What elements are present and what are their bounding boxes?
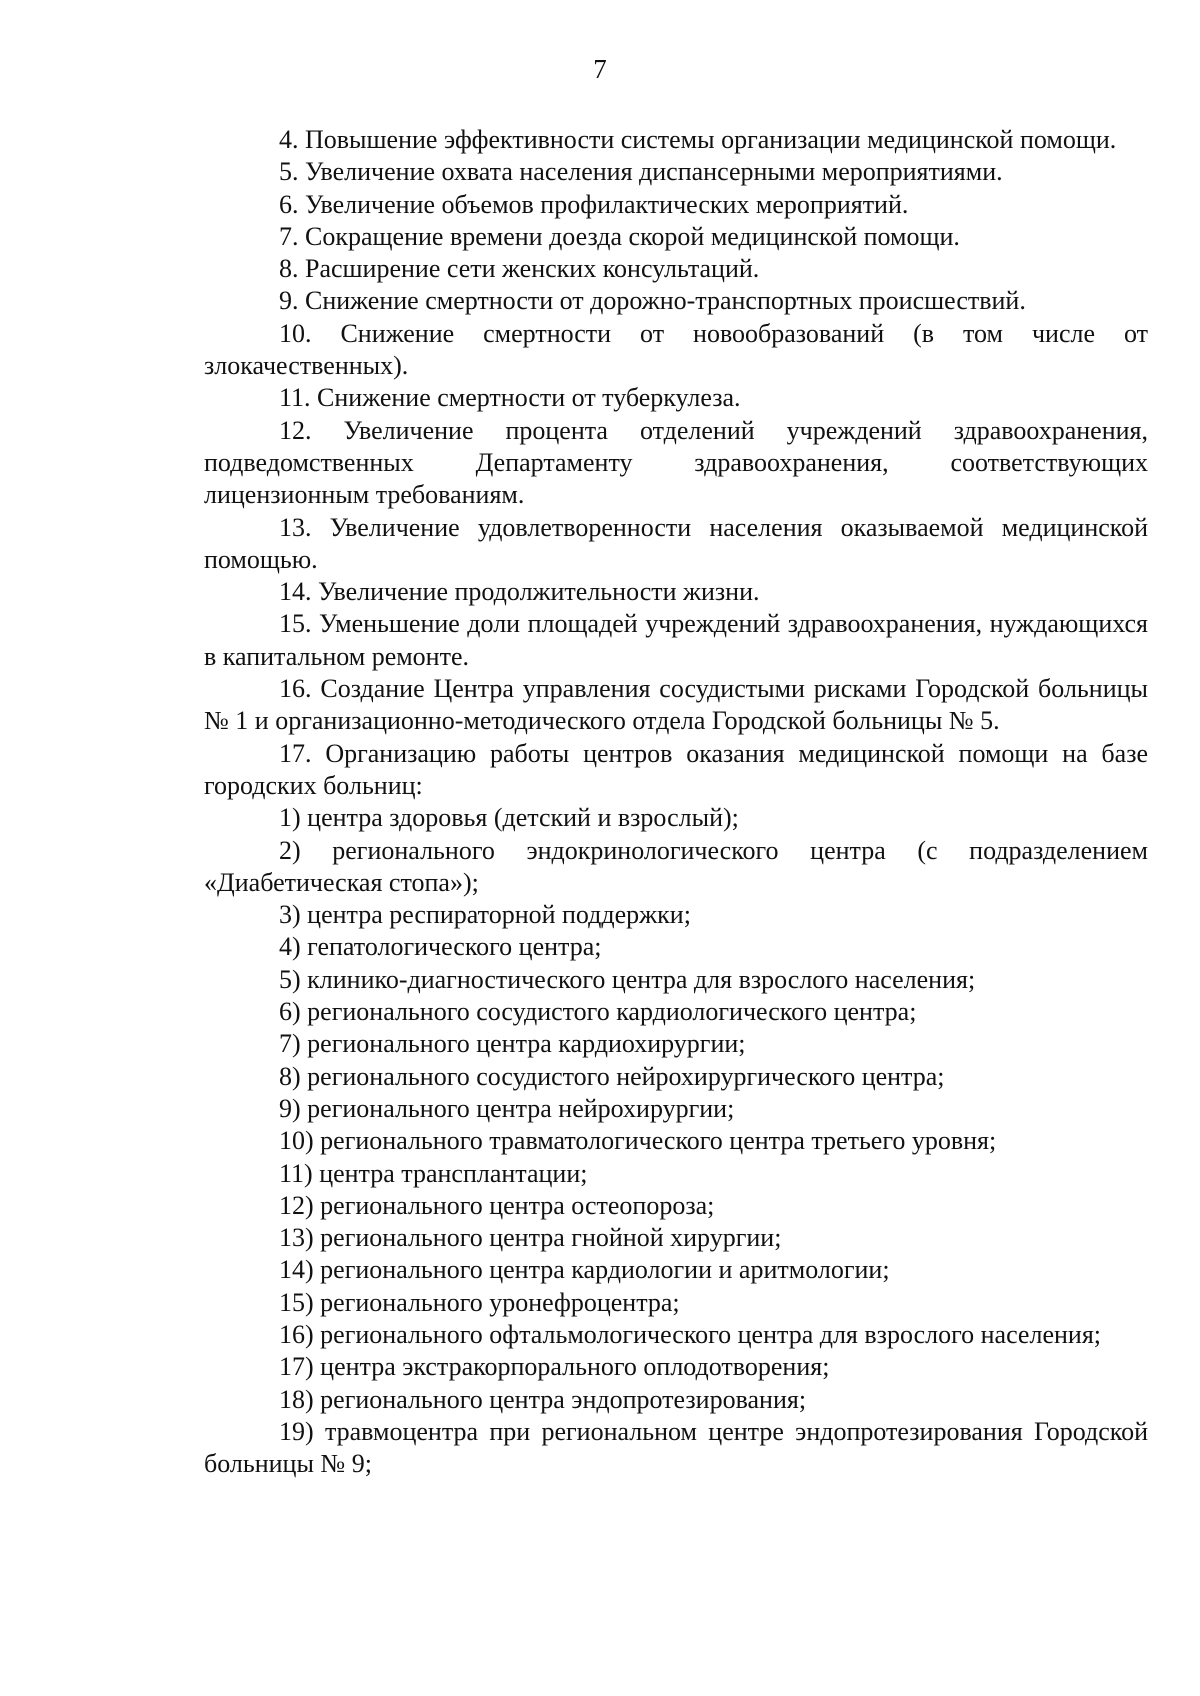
paragraph-item-14: 14. Увеличение продолжительности жизни. xyxy=(279,577,760,607)
paragraph-item-4: 4. Повышение эффективности системы организации медицинской помощи. xyxy=(279,125,1117,154)
sub-item-10: 10) регионального травматологического центра третьего уровня; xyxy=(279,1126,997,1156)
paragraph-item-10: 10. Снижение смертности от новообразований (в том числе от злокачественных). xyxy=(204,318,1148,381)
sub-item-1: 1) центра здоровья (детский и взрослый); xyxy=(279,803,739,833)
sub-item-8: 8) регионального сосудистого нейрохирургического центра; xyxy=(279,1061,945,1091)
paragraph-item-17: 17. Организацию работы центров оказания медицинской помощи на базе городских больниц: xyxy=(204,738,1148,800)
paragraph-item-9: 9. Снижение смертности от дорожно-транспортных происшествий. xyxy=(279,286,1026,316)
paragraph-item-15: 15. Уменьшение доли площадей учреждений здравоохранения, нуждающихся в капитальном ремонте. xyxy=(204,609,1148,671)
paragraph-item-6: 6. Увеличение объемов профилактических мероприятий. xyxy=(279,189,909,219)
sub-item-6: 6) регионального сосудистого кардиологического центра; xyxy=(279,997,917,1027)
sub-item-3: 3) центра респираторной поддержки; xyxy=(279,900,691,930)
sub-item-13: 13) регионального центра гнойной хирургии; xyxy=(279,1223,782,1253)
paragraph-item-7: 7. Сокращение времени доезда скорой медицинской помощи. xyxy=(279,221,960,251)
page-number: 7 xyxy=(593,54,607,84)
document-body xyxy=(204,124,1148,1480)
sub-item-5: 5) клинико-диагностического центра для взрослого населения; xyxy=(279,964,976,994)
paragraph-item-13: 13. Увеличение удовлетворенности населения оказываемой медицинской помощью. xyxy=(204,512,1148,574)
sub-item-17: 17) центра экстракорпорального оплодотворения; xyxy=(279,1352,830,1382)
sub-item-2: 2) регионального эндокринологического центра (с подразделением «Диабетическая стопа»); xyxy=(204,835,1148,897)
sub-item-7: 7) регионального центра кардиохирургии; xyxy=(279,1029,746,1059)
sub-item-4: 4) гепатологического центра; xyxy=(279,932,602,962)
sub-item-12: 12) регионального центра остеопороза; xyxy=(279,1190,715,1220)
sub-item-19: 19) травмоцентра при региональном центре эндопротезирования Городской больницы № 9; xyxy=(204,1416,1148,1479)
sub-item-11: 11) центра трансплантации; xyxy=(279,1158,588,1188)
sub-item-15: 15) регионального уронефроцентра; xyxy=(279,1287,680,1317)
sub-item-18: 18) регионального центра эндопротезирования; xyxy=(279,1384,807,1414)
paragraph-item-16: 16. Создание Центра управления сосудистыми рисками Городской больницы № 1 и организационно-методического отдела Городской больницы № 5. xyxy=(204,674,1148,736)
sub-item-14: 14) регионального центра кардиологии и аритмологии; xyxy=(279,1255,890,1285)
sub-item-16: 16) регионального офтальмологического центра для взрослого населения; xyxy=(279,1319,1101,1349)
paragraph-item-5: 5. Увеличение охвата населения диспансерными мероприятиями. xyxy=(279,157,1003,187)
paragraph-item-12: 12. Увеличение процента отделений учреждений здравоохранения, подведомственных Департаменту здравоохранения, соответствующих лицензионным требованиям. xyxy=(204,415,1148,510)
paragraph-item-8: 8. Расширение сети женских консультаций. xyxy=(279,254,760,284)
sub-item-9: 9) регионального центра нейрохирургии; xyxy=(279,1093,735,1123)
paragraph-item-11: 11. Снижение смертности от туберкулеза. xyxy=(279,383,741,413)
